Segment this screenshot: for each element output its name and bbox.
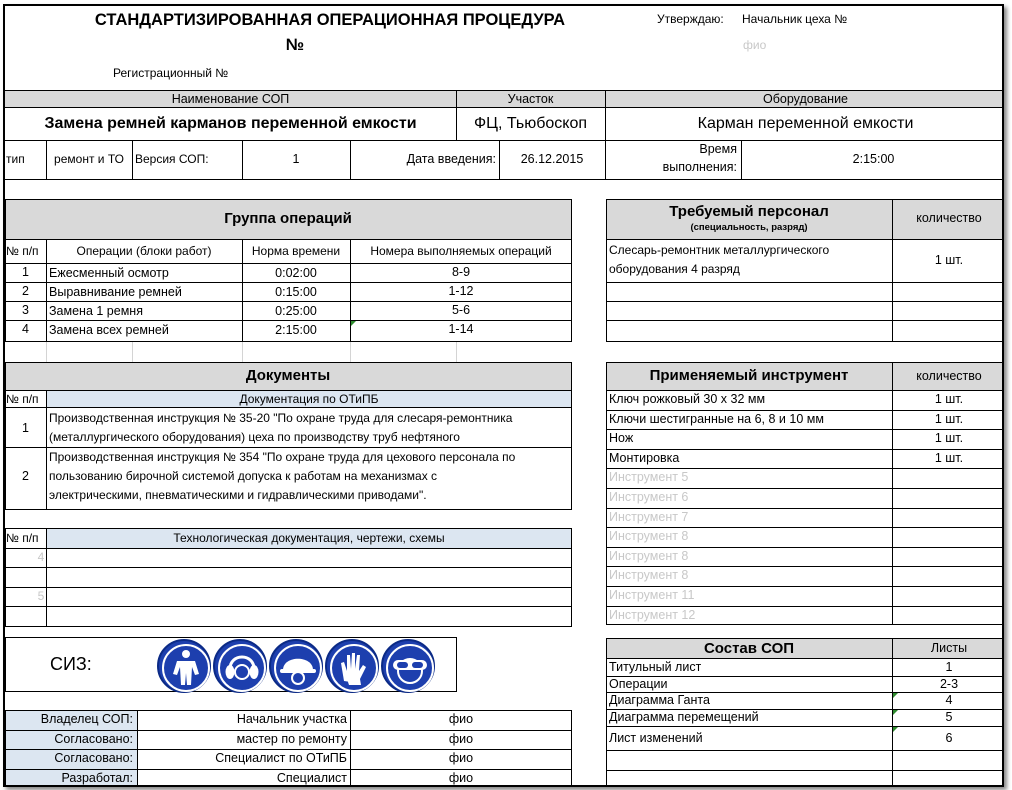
signature-1-role: Владелец СОП: <box>40 712 133 726</box>
signature-4-role: Разработал: <box>61 771 133 785</box>
signature-3-position: Специалист по ОТиПБ <box>215 751 347 765</box>
ear-protection-icon <box>213 639 267 693</box>
op-row-4-norm: 2:15:00 <box>275 323 317 337</box>
doc-2-line-2: пользованию бирочной системой допуска к работам на механизмах с <box>49 469 438 483</box>
tech-row-1-num: 4 <box>37 550 45 564</box>
type-label: тип <box>6 152 25 166</box>
tool-row-2-name: Ключи шестигранные на 6, 8 и 10 мм <box>609 412 824 426</box>
cell-comment-marker <box>893 710 898 715</box>
registration-label: Регистрационный № <box>113 66 229 80</box>
doc-2-num: 2 <box>22 469 29 483</box>
composition-row-4-name: Диаграмма перемещений <box>609 710 759 724</box>
signature-1-name: фио <box>448 712 474 726</box>
tool-row-7-name: Инструмент 7 <box>609 510 689 524</box>
composition-row-3-sheets: 4 <box>945 693 953 707</box>
op-row-1-num: 1 <box>22 265 29 279</box>
op-row-2-num: 2 <box>22 284 29 298</box>
op-row-1-norm: 0:02:00 <box>275 266 317 280</box>
approve-label: Утверждаю: <box>657 12 724 26</box>
signature-4-name: фио <box>448 771 474 785</box>
tools-title: Применяемый инструмент <box>649 367 849 384</box>
sop-sheet <box>3 4 1004 787</box>
composition-row-3-name: Диаграмма Ганта <box>609 693 710 707</box>
composition-row-5-name: Лист изменений <box>609 731 703 745</box>
personnel-qty-label: количество <box>916 211 982 225</box>
approve-role: Начальник цеха № <box>742 12 848 26</box>
signature-3-name: фио <box>448 751 474 765</box>
area-label: Участок <box>507 92 554 106</box>
personnel-qty: 1 шт. <box>934 253 964 267</box>
documents-title: Документы <box>245 367 331 384</box>
personnel-subtitle: (специальность, разряд) <box>690 222 808 233</box>
documents-col-num: № п/п <box>6 392 39 406</box>
personnel-title: Требуемый персонал <box>669 203 829 220</box>
op-row-3-name: Замена 1 ремня <box>49 304 143 318</box>
composition-row-5-sheets: 6 <box>945 731 953 745</box>
ops-col-norm: Норма времени <box>251 244 341 258</box>
ops-col-num: № п/п <box>6 244 39 258</box>
time-value: 2:15:00 <box>852 152 895 166</box>
doc-1-line-2: (металлургического оборудования) цеха по производству труб нефтяного <box>49 430 460 444</box>
op-row-2-name: Выравнивание ремней <box>49 285 182 299</box>
approve-name-placeholder: фио <box>743 38 767 52</box>
tech-row-3-num: 5 <box>37 589 45 603</box>
doc-2-line-3: электрическими, пневматическими и гидравлическими приводами". <box>49 488 427 502</box>
tech-col-title: Технологическая документация, чертежи, схемы <box>173 531 445 545</box>
date-value: 26.12.2015 <box>520 152 584 166</box>
op-row-1-ops: 8-9 <box>451 265 471 279</box>
tool-row-11-name: Инструмент 11 <box>609 588 695 602</box>
document-number-sign: № <box>285 36 305 54</box>
time-label-2: выполнения: <box>662 160 737 174</box>
tech-col-num: № п/п <box>6 531 39 545</box>
cell-comment-marker <box>351 321 356 326</box>
operations-title: Группа операций <box>224 210 352 227</box>
doc-1-num: 1 <box>22 421 29 435</box>
ops-col-ops: Операции (блоки работ) <box>76 244 212 258</box>
op-row-3-num: 3 <box>22 303 29 317</box>
tools-qty-label: количество <box>916 369 982 383</box>
composition-row-2-name: Операции <box>609 677 668 691</box>
equipment-value: Карман переменной емкости <box>697 115 914 132</box>
tool-row-8-name: Инструмент 8 <box>609 529 689 543</box>
signature-2-position: мастер по ремонту <box>236 732 347 746</box>
op-row-2-norm: 0:15:00 <box>275 285 317 299</box>
tool-row-9-name: Инструмент 8 <box>609 549 689 563</box>
doc-1-line-1: Производственная инструкция № 35-20 "По охране труда для слесаря-ремонтника <box>49 411 513 425</box>
composition-row-2-sheets: 2-3 <box>939 677 959 691</box>
ops-col-nums: Номера выполняемых операций <box>370 244 552 258</box>
type-value: ремонт и ТО <box>54 152 124 166</box>
tool-row-3-qty: 1 шт. <box>934 431 964 445</box>
composition-row-4-sheets: 5 <box>945 710 953 724</box>
tool-row-5-name: Инструмент 5 <box>609 470 689 484</box>
protective-suit-icon <box>157 639 211 693</box>
cell-comment-marker <box>893 727 898 732</box>
tool-row-12-name: Инструмент 12 <box>609 608 696 622</box>
op-row-4-name: Замена всех ремней <box>49 323 169 337</box>
tool-row-1-name: Ключ рожковый 30 х 32 мм <box>609 392 766 406</box>
tool-row-2-qty: 1 шт. <box>934 412 964 426</box>
composition-row-1-name: Титульный лист <box>609 660 702 674</box>
signature-4-position: Специалист <box>276 771 347 785</box>
op-row-3-norm: 0:25:00 <box>275 304 317 318</box>
date-label: Дата введения: <box>406 152 496 166</box>
cell-comment-marker <box>893 693 898 698</box>
version-label: Версия СОП: <box>135 152 209 166</box>
time-label-1: Время <box>699 142 737 156</box>
tool-row-4-name: Монтировка <box>609 451 680 465</box>
equipment-label: Оборудование <box>762 92 849 106</box>
version-value: 1 <box>292 152 300 166</box>
op-row-2-ops: 1-12 <box>448 284 474 298</box>
composition-row-1-sheets: 1 <box>945 660 953 674</box>
tool-row-4-qty: 1 шт. <box>934 451 964 465</box>
doc-2-line-1: Производственная инструкция № 354 "По охране труда для цехового персонала по <box>49 450 516 464</box>
signature-2-role: Согласовано: <box>54 732 133 746</box>
name-label: Наименование СОП <box>171 92 290 106</box>
personnel-line-1: Слесарь-ремонтник металлургического <box>609 243 830 257</box>
sop-name: Замена ремней карманов переменной емкости <box>44 115 417 132</box>
document-title: СТАНДАРТИЗИРОВАННАЯ ОПЕРАЦИОННАЯ ПРОЦЕДУРА <box>94 11 566 29</box>
gloves-icon <box>325 639 379 693</box>
safety-goggles-icon <box>381 639 435 693</box>
hard-hat-icon <box>269 639 323 693</box>
signature-3-role: Согласовано: <box>54 751 133 765</box>
documents-col-doc: Документация по ОТиПБ <box>239 392 379 406</box>
tool-row-1-qty: 1 шт. <box>934 392 964 406</box>
op-row-4-num: 4 <box>22 322 29 336</box>
op-row-1-name: Ежесменный осмотр <box>49 266 169 280</box>
ppe-label: СИЗ: <box>50 654 92 674</box>
composition-sheets-label: Листы <box>930 641 968 655</box>
personnel-line-2: оборудования 4 разряд <box>609 262 740 276</box>
op-row-4-ops: 1-14 <box>448 322 474 336</box>
tool-row-10-name: Инструмент 8 <box>609 568 689 582</box>
op-row-3-ops: 5-6 <box>451 303 471 317</box>
tool-row-6-name: Инструмент 6 <box>609 490 689 504</box>
signature-2-name: фио <box>448 732 474 746</box>
area-value: ФЦ, Тьюбоскоп <box>473 115 588 132</box>
signature-1-position: Начальник участка <box>236 712 347 726</box>
tool-row-3-name: Нож <box>609 431 634 445</box>
composition-title: Состав СОП <box>703 640 795 657</box>
